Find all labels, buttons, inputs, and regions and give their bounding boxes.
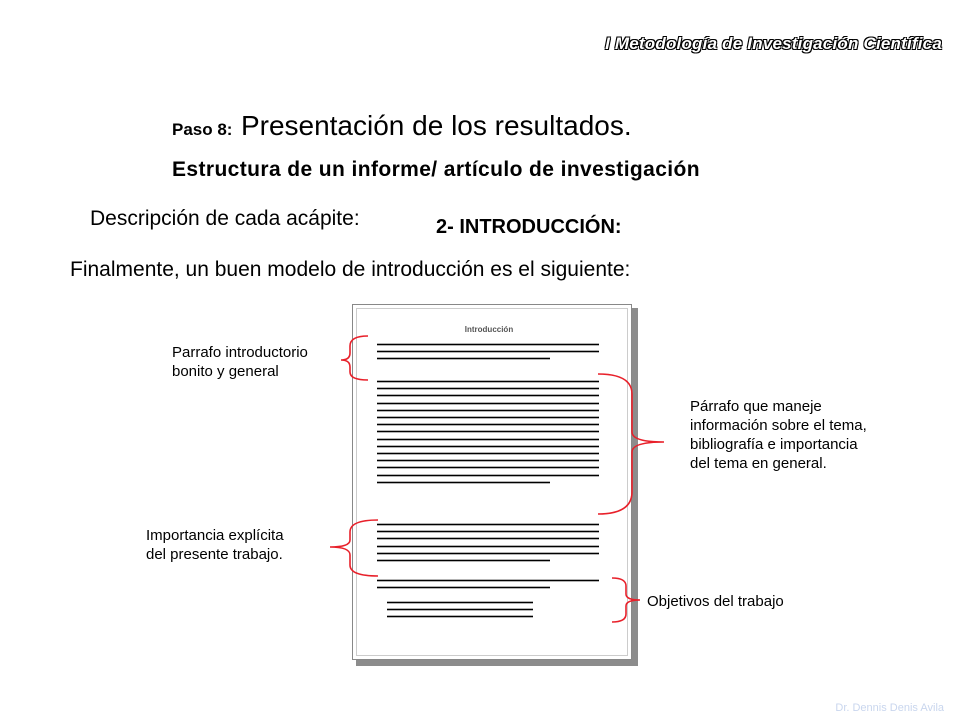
section-heading: 2- INTRODUCCIÓN: <box>436 216 622 238</box>
annotation-line: Párrafo que maneje <box>690 398 822 415</box>
bracket-info-paragraph <box>598 374 664 514</box>
description-label: Descripción de cada acápite: <box>90 207 360 230</box>
annotation-line: Objetivos del trabajo <box>647 593 784 610</box>
annotation-line: Parrafo introductorio <box>172 344 308 361</box>
annotation-importance <box>146 526 284 564</box>
footer-author: Dr. Dennis Denis Avila <box>835 702 944 714</box>
annotation-line: del tema en general. <box>690 455 827 472</box>
bracket-objectives <box>612 578 640 622</box>
step-title: Presentación de los resultados. <box>240 110 632 141</box>
annotation-objectives <box>647 592 784 611</box>
annotation-info-paragraph <box>690 397 867 473</box>
annotation-line: del presente trabajo. <box>146 546 283 563</box>
slide-subtitle: Estructura de un informe/ artículo de investigación <box>172 158 700 181</box>
annotation-line: Importancia explícita <box>146 527 284 544</box>
intro-sentence: Finalmente, un buen modelo de introducción es el siguiente: <box>70 258 631 281</box>
step-label: Paso 8: <box>172 120 233 139</box>
annotation-line: bibliografía e importancia <box>690 436 858 453</box>
document-heading: Introducción <box>464 325 514 334</box>
annotation-line: bonito y general <box>172 363 279 380</box>
annotation-intro-paragraph <box>172 343 308 381</box>
series-title: I Metodología de Investigación Científica <box>605 34 942 53</box>
bracket-intro-paragraph <box>341 336 368 380</box>
bracket-importance <box>330 520 378 576</box>
annotation-line: información sobre el tema, <box>690 417 867 434</box>
